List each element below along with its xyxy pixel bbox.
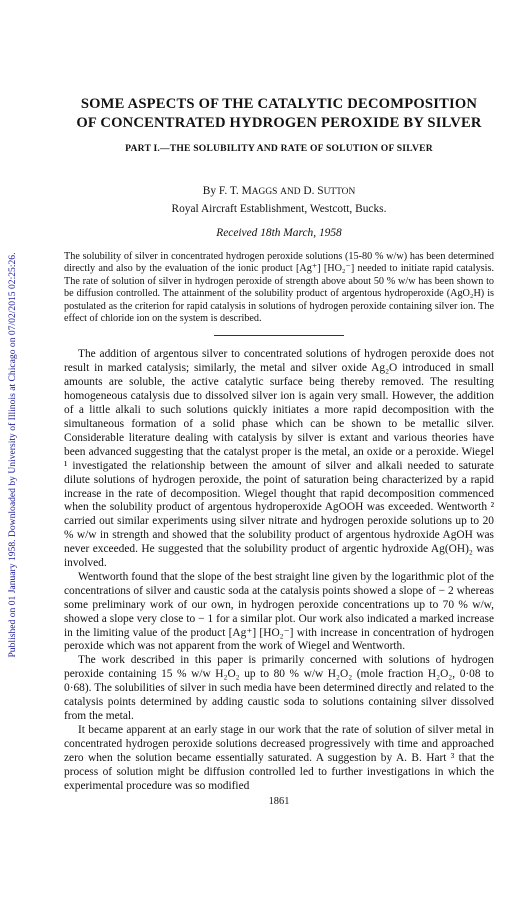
author2-surname-cap: S bbox=[317, 185, 324, 197]
title-line-1: SOME ASPECTS OF THE CATALYTIC DECOMPOSITION bbox=[80, 96, 478, 112]
by-word: By bbox=[202, 185, 217, 197]
received-date: Received 18th March, 1958 bbox=[216, 227, 342, 239]
paragraph-4: It became apparent at an early stage in our work that the rate of solution of silver metal in concentrated hydrogen peroxide solutions decreased progressively with time and approached zero when the solution became essentially saturated. A suggestion by A. B. Hart ³ that the process of solution might be diffusion controlled led to further investigations in which the experimental procedure was so modified bbox=[64, 723, 494, 792]
author-line bbox=[64, 184, 494, 200]
author2-initials: D. bbox=[303, 185, 315, 197]
paragraph-2: Wentworth found that the slope of the best straight line given by the logarithmic plot of the concentrations of silver and caustic soda at the catalysis points showed a slope of − 2 whereas some preliminary work of our own, in hydrogen peroxide concentrations up to 70 % w/w, showed a slope very close to − 1 for a similar plot. Our work also indicated a marked increase in the limiting value of the product [Ag⁺] [HO₂⁻] with increase in concentration of hydrogen peroxide which was not apparent from the work of Wiegel and Wentworth. bbox=[64, 570, 494, 653]
paper-subtitle: PART I.—THE SOLUBILITY AND RATE OF SOLUTION OF SILVER bbox=[125, 143, 433, 154]
author1-surname-rest: AGGS bbox=[251, 187, 278, 197]
paragraph-1: The addition of argentous silver to concentrated solutions of hydrogen peroxide does not result in marked catalysis; similarly, the metal and silver oxide Ag₂O introduced in small amounts are soluble, the active catalytic surface being thereby removed. The resulting homogeneous catalysis due to dissolved silver ion is again very small. However, the addition of a little alkali to such solutions quickly initiates a more rapid decomposition with the simultaneous formation of a solid phase which can be shown to be metallic silver. Considerable literature dealing with catalysis by silver is extant and various theories have been advanced suggesting that the catalyst proper is the metal, an oxide or a peroxide. Wiegel ¹ investigated the relationship between the amount of silver and alkali needed to saturate dilute solutions of hydrogen peroxide, the point of saturation being characterized by a rapid increase in the rate of decomposition. Wiegel thought that rapid decomposition commenced when the solubility product of argentous hydroperoxide AgOOH was exceeded. Wentworth ² carried out similar experiments using silver nitrate and hydrogen peroxide solutions up to 20 % w/w in strength and showed that the solubility product of argentous hydroxide AgOH was never exceeded. He suggested that the solubility product of argentic hydroxide Ag(OH)₂ was involved. bbox=[64, 348, 494, 570]
publication-sidebar bbox=[0, 0, 22, 911]
sidebar-download-notice: Published on 01 January 1958. Downloaded by University of Illinois at Chicago on 07/02/2015 02:25:26. bbox=[7, 252, 18, 658]
body-text bbox=[64, 348, 494, 793]
paper-page bbox=[64, 0, 494, 807]
section-divider bbox=[214, 335, 344, 336]
affiliation: Royal Aircraft Establishment, Westcott, Bucks. bbox=[171, 203, 387, 215]
abstract: The solubility of silver in concentrated hydrogen peroxide solutions (15-80 % w/w) has been determined directly and also by the evaluation of the ionic product [Ag⁺] [HO₂⁻] needed to initiate rapid catalysis. The rate of solution of silver in hydrogen peroxide of strength above about 50 % w/w has been shown to be diffusion controlled. The attainment of the solubility product of argentous hydroperoxide (AgO₂H) is postulated as the criterion for rapid catalysis in solutions of hydrogen peroxide containing silver ion. The effect of chloride ion on the system is described. bbox=[64, 251, 494, 325]
author1-initials: F. T. bbox=[218, 185, 239, 197]
author1-surname bbox=[242, 185, 278, 197]
author1-surname-cap: M bbox=[241, 185, 252, 197]
and-word: AND bbox=[280, 187, 301, 197]
paragraph-3: The work described in this paper is primarily concerned with solutions of hydrogen peroxide containing 15 % w/w H₂O₂ up to 80 % w/w H₂O₂ (mole fraction H₂O₂, 0·08 to 0·68). The solubilities of silver in such media have been determined directly and related to the catalysis points determined by adding caustic soda to solutions containing silver dissolved from the metal. bbox=[64, 654, 494, 722]
author2-surname-rest: UTTON bbox=[323, 187, 356, 197]
paper-title bbox=[64, 95, 494, 133]
page-number: 1861 bbox=[268, 796, 290, 808]
author2-surname bbox=[317, 185, 355, 197]
title-line-2: OF CONCENTRATED HYDROGEN PEROXIDE BY SILVER bbox=[76, 115, 482, 131]
